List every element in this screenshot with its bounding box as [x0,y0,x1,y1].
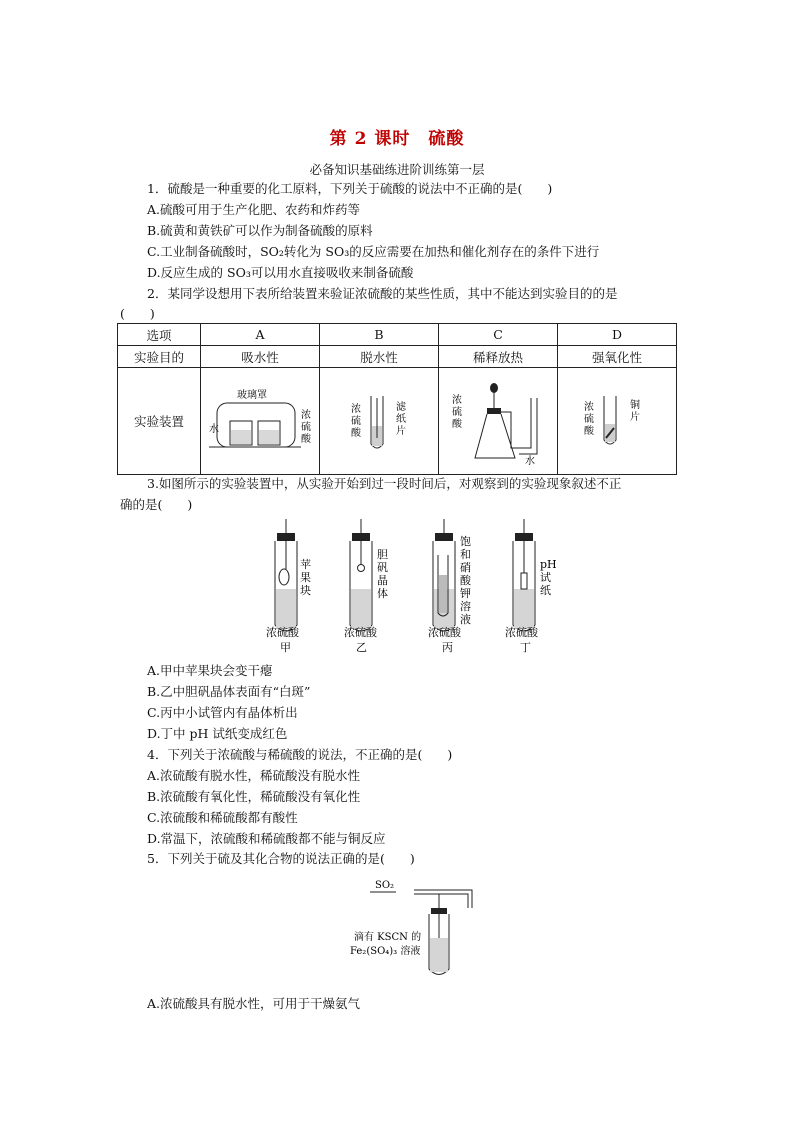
tube-jia-label-1: 苹 [300,558,311,571]
q4-option-a: A.浓硫酸有脱水性，稀硫酸没有脱水性 [147,768,361,783]
tube-bing [428,519,472,654]
fig-c-acid-3: 酸 [452,419,462,430]
q4-stem: 4．下列关于浓硫酸与稀硫酸的说法，不正确的是( ) [147,747,453,762]
q2-answer-paren: ( ) [120,306,155,321]
tube-bing-name: 丙 [442,641,453,654]
q1-option-c: C.工业制备硫酸时，SO₂转化为 SO₃的反应需要在加热和催化剂存在的条件下进行 [147,244,600,259]
table-header-c: C [439,324,558,346]
tube-yi-label-1: 胆 [377,548,388,561]
q3-option-a: A.甲中苹果块会变干瘪 [147,663,273,678]
purpose-b: 脱水性 [320,346,439,368]
purpose-label: 实验目的 [118,346,201,368]
table-header-b: B [320,324,439,346]
tube-bing-label-3: 硝 [460,561,471,574]
q5-stem: 5．下列关于硫及其化合物的说法正确的是( ) [147,851,415,866]
page-title: 第 2 课时 硫酸 [329,129,465,149]
fig-b-paper-2: 纸 [396,414,406,425]
fig-a-water-label: 水 [209,424,219,435]
fig-d-copper-1: 铜 [630,400,640,411]
q5-option-a: A.浓硫酸具有脱水性，可用于干燥氨气 [147,996,361,1011]
tube-jia-acid: 浓硫酸 [266,626,299,639]
q2-stem: 2．某同学设想用下表所给装置来验证浓硫酸的某些性质，其中不能达到实验目的的是 [147,286,618,301]
q3-stem-line1: 3.如图所示的实验装置中，从实验开始到过一段时间后，对观察到的实验现象叙述不正 [147,476,622,491]
fig-b-paper-1: 滤 [396,402,406,413]
tube-yi-name: 乙 [356,641,367,654]
tube-bing-label-4: 酸 [460,574,471,587]
q1-stem: 1．硫酸是一种重要的化工原料，下列关于硫酸的说法中不正确的是( ) [147,181,553,196]
tube-yi-label-2: 矾 [377,561,388,574]
fig-b-acid-2: 硫 [351,416,361,427]
q4-option-b: B.浓硫酸有氧化性，稀硫酸没有氧化性 [147,789,361,804]
tube-ding-acid: 浓硫酸 [505,626,538,639]
tube-ding [505,519,557,654]
fig-c-water: 水 [525,456,535,467]
q3-option-d: D.丁中 pH 试纸变成红色 [147,726,288,741]
section-subtitle: 必备知识基础练进阶训练第一层 [309,162,485,177]
q1-option-a: A.硫酸可用于生产化肥、农药和炸药等 [147,202,361,217]
fig-d-acid-1: 浓 [584,402,594,413]
tube-ding-label-1: pH [540,558,557,571]
q5-solution-line2: Fe₂(SO₄)₃ 溶液 [350,946,421,957]
tube-bing-label-6: 溶 [460,600,471,613]
tube-yi [344,519,388,654]
tube-jia-label-3: 块 [300,584,311,597]
tube-bing-label-1: 饱 [460,535,471,548]
tube-yi-label-3: 晶 [377,574,388,587]
fig-a-acid-1: 浓 [301,410,311,421]
q3-stem-line2: 确的是( ) [120,497,193,512]
q4-option-d: D.常温下，浓硫酸和稀硫酸都不能与铜反应 [147,831,386,846]
tube-bing-acid: 浓硫酸 [428,626,461,639]
table-header-d: D [558,324,677,346]
tube-jia [266,519,311,654]
device-label: 实验装置 [118,368,201,475]
table-header-a: A [201,324,320,346]
tube-ding-label-3: 纸 [540,584,551,597]
tube-jia-name: 甲 [280,641,291,654]
fig-a-acid-3: 酸 [301,434,311,445]
bell-jar-apparatus [201,368,319,471]
tube-yi-label-4: 体 [377,587,388,600]
fig-a-acid-2: 硫 [301,422,311,433]
purpose-d: 强氧化性 [558,346,677,368]
q4-option-c: C.浓硫酸和稀硫酸都有酸性 [147,810,298,825]
q5-so2-figure [350,874,480,984]
copper-tube [558,368,676,471]
dilution-flask [439,368,557,471]
device-b [320,368,439,475]
fig-b-acid-3: 酸 [351,428,361,439]
device-c [439,368,558,475]
q3-option-b: B.乙中胆矾晶体表面有“白斑” [147,684,311,699]
fig-b-paper-3: 片 [396,426,406,437]
fig-b-acid-1: 浓 [351,404,361,415]
fig-a-cover-label: 玻璃罩 [237,390,267,401]
fig-d-acid-3: 酸 [584,426,594,437]
tube-yi-acid: 浓硫酸 [344,626,377,639]
fig-d-copper-2: 片 [630,412,640,423]
fig-c-acid-1: 浓 [452,395,462,406]
device-d [558,368,677,475]
tube-bing-label-2: 和 [460,548,471,561]
q1-option-d: D.反应生成的 SO₃可以用水直接吸收来制备硫酸 [147,265,414,280]
device-a [201,368,320,475]
q5-solution-line1: 滴有 KSCN 的 [354,932,422,943]
tube-ding-label-2: 试 [540,571,551,584]
q3-option-c: C.丙中小试管内有晶体析出 [147,705,298,720]
tube-ding-name: 丁 [520,641,531,654]
q5-gas-label: SO₂ [375,880,395,891]
table-header-option: 选项 [118,324,201,346]
tube-bing-label-5: 钾 [460,587,471,600]
q2-table [117,323,677,475]
fig-d-acid-2: 硫 [584,414,594,425]
fig-c-acid-2: 硫 [452,407,462,418]
tube-jia-label-2: 果 [300,571,311,584]
q3-tubes-figure [260,515,560,655]
filter-paper-tube [320,368,438,471]
tube-bing-label-7: 液 [460,613,471,626]
purpose-c: 稀释放热 [439,346,558,368]
q1-option-b: B.硫黄和黄铁矿可以作为制备硫酸的原料 [147,223,373,238]
purpose-a: 吸水性 [201,346,320,368]
